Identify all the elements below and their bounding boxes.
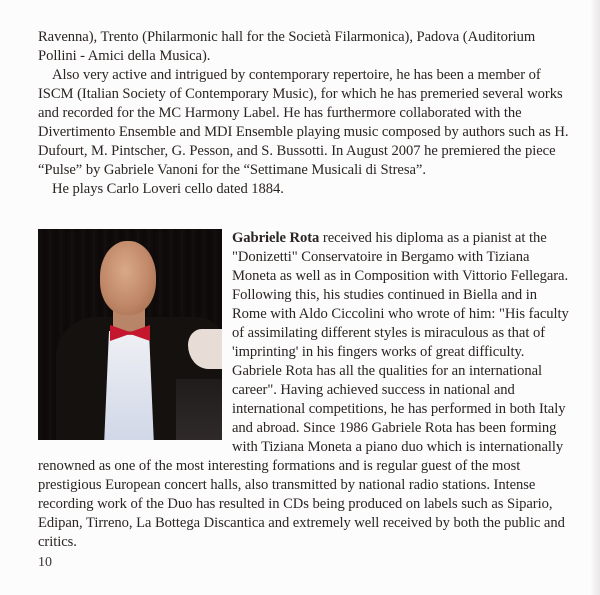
paragraph-contemporary-repertoire: Also very active and intrigued by contemporary repertoire, he has been a member of ISCM (Italian Society of Contemporary Music), for which he has premeried several works and recorded for the MC Harmony Label. He has furthermore collaborated with the Divertimento Ensemble and MDI Ensemble playing music composed by authors such as H. Dufourt, M. Pintscher, G. Pesson, and S. Bussotti. In August 2007 he premiered the piece “Pulse” by Gabriele Vanoni for the “Settimane Musicali di Stresa”.: [38, 67, 569, 178]
page-number: 10: [38, 555, 52, 570]
bio-name: Gabriele Rota: [232, 230, 320, 246]
bio-section: [38, 229, 572, 552]
paragraph-venues: Ravenna), Trento (Philarmonic hall for the Società Filarmonica), Padova (Auditorium Pollini - Amici della Musica).: [38, 29, 536, 64]
photo-head: [100, 241, 156, 315]
paragraph-cello: He plays Carlo Loveri cello dated 1884.: [52, 181, 284, 197]
page-edge-shadow: [590, 0, 600, 595]
portrait-photo: [38, 229, 222, 440]
top-section: [38, 28, 570, 199]
photo-piano: [176, 379, 222, 440]
bio-text: received his diploma as a pianist at the "Donizetti" Conservatoire in Bergamo with Tiziana Moneta as well as in Composition with Vittorio Fellegara. Following this, his studies continued in Biella and in Rome with Aldo Ciccolini who wrote of him: "His faculty of assimilating different styles is miraculous as that of 'imprinting' in his fingers works of great difficulty. Gabriele Rota has all the qualities for an international career". Having achieved success in national and international competitions, he has performed in both Italy and abroad. Since 1986 Gabriele Rota has been forming with Tiziana Moneta a piano duo which is internationally renowned as one of the most interesting formations and is regular guest of the most prestigious European concert halls, also transmitted by national radio stations. Intense recording work of the Duo has resulted in CDs being produced on labels such as Sipario, Edipan, Tirreno, La Bottega Discantica and extremely well received by both the public and critics.: [38, 230, 569, 550]
photo-white-shirt: [104, 331, 154, 440]
